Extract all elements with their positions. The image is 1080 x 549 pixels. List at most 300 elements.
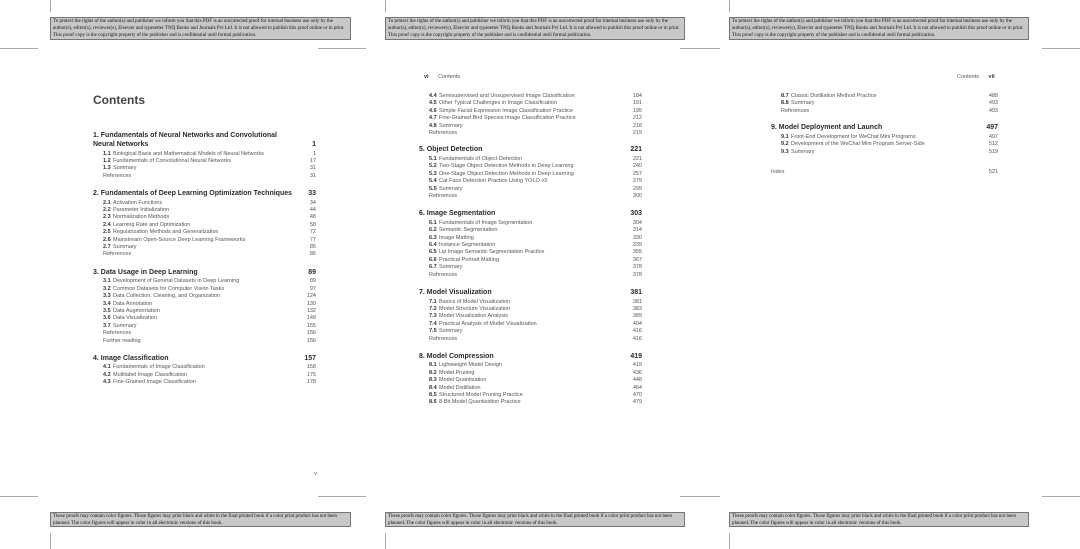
section-title: Summary bbox=[113, 244, 137, 250]
section-title: Summary bbox=[791, 100, 815, 107]
toc-entry[interactable] bbox=[781, 149, 998, 156]
section-number: 8.3 bbox=[429, 377, 437, 384]
toc-entry[interactable] bbox=[103, 229, 316, 236]
crop-mark bbox=[50, 0, 51, 12]
section-number: 8.2 bbox=[429, 369, 437, 376]
toc-entry[interactable] bbox=[429, 93, 642, 100]
crop-mark bbox=[385, 533, 386, 549]
section-title: Learning Rate and Optimization bbox=[113, 221, 191, 228]
toc-entry[interactable] bbox=[103, 244, 316, 251]
section-title: Semisupervised and Unsupervised Image Classification bbox=[439, 93, 575, 99]
section-number: 4.2 bbox=[103, 371, 111, 378]
chapter-heading[interactable] bbox=[93, 268, 316, 277]
section-title: References bbox=[103, 172, 132, 179]
toc-entry[interactable] bbox=[103, 165, 316, 172]
section-number: 8.1 bbox=[429, 362, 437, 369]
section-number: 7.3 bbox=[429, 313, 437, 320]
section-number: 8.6 bbox=[429, 399, 437, 406]
section-title: References bbox=[781, 107, 810, 114]
section-title: Model Pruning bbox=[439, 369, 475, 376]
toc-entry[interactable] bbox=[429, 123, 642, 130]
toc-entry[interactable] bbox=[103, 372, 316, 379]
proof-notice-top: To protect the rights of the author(s) and publisher we inform you that this PDF is an uncorrected proof for internal business use only by the author(s), editor(s), reviewer(s), Elsevier and typesetter TNQ Books and Journals Pvt Ltd. It is not allowed to publish this proof online or in print. This proof copy is the copyright property of the publisher and is confidential until formal publication. bbox=[385, 17, 685, 40]
section-number: 3.2 bbox=[103, 285, 111, 292]
toc-entry[interactable] bbox=[429, 370, 642, 377]
section-page-number: 436 bbox=[632, 369, 642, 376]
toc-entry[interactable] bbox=[103, 293, 316, 300]
section-page-number: 58 bbox=[309, 221, 316, 228]
section-page-number: 124 bbox=[306, 293, 316, 300]
chapter-heading[interactable] bbox=[419, 288, 642, 297]
toc-entry[interactable] bbox=[103, 207, 316, 214]
toc-entry[interactable] bbox=[429, 392, 642, 399]
section-page-number: 48 bbox=[309, 214, 316, 221]
section-title: Summary bbox=[791, 148, 815, 155]
section-page-number: 416 bbox=[632, 335, 642, 342]
section-number: 5.5 bbox=[429, 185, 437, 192]
chapter-title: Neural Networks bbox=[93, 141, 149, 148]
section-title: Lip Image Semantic Segmentation Practice bbox=[439, 249, 545, 256]
section-page-number: 149 bbox=[306, 315, 316, 322]
crop-mark bbox=[680, 48, 720, 49]
page-title: Contents bbox=[93, 93, 145, 107]
crop-mark bbox=[729, 0, 730, 12]
section-number: 1.2 bbox=[103, 157, 111, 164]
section-number: 4.8 bbox=[429, 122, 437, 129]
section-page-number: 158 bbox=[306, 364, 316, 371]
section-page-number: 257 bbox=[632, 170, 642, 177]
section-number: 5.4 bbox=[429, 178, 437, 185]
chapter-page-number: 221 bbox=[630, 146, 642, 154]
proof-notice-bottom: These proofs may contain color figures. Those figures may print black and white in the final printed book if a color print product has not been planned. The color figures will appear in color in all electronic versions of this book. bbox=[50, 512, 351, 527]
crop-mark bbox=[729, 533, 730, 549]
section-title: Front-End Development for WeChat Mini Programs bbox=[791, 133, 916, 140]
section-page-number: 479 bbox=[632, 399, 642, 406]
section-page-number: 383 bbox=[632, 305, 642, 312]
chapter-page-number: 33 bbox=[308, 190, 316, 198]
section-number: 7.2 bbox=[429, 305, 437, 312]
section-page-number: 314 bbox=[632, 227, 642, 234]
chapter-title: 7. Model Visualization bbox=[419, 289, 492, 296]
toc-entry[interactable] bbox=[429, 171, 642, 178]
chapter-page-number: 419 bbox=[630, 352, 642, 360]
section-page-number: 156 bbox=[306, 337, 316, 344]
toc-entry[interactable] bbox=[103, 338, 316, 345]
section-page-number: 404 bbox=[632, 320, 642, 327]
toc-entry[interactable] bbox=[429, 299, 642, 306]
section-number: 3.1 bbox=[103, 278, 111, 285]
section-number: 3.7 bbox=[103, 322, 111, 329]
toc-entry[interactable] bbox=[429, 242, 642, 249]
folio: vi bbox=[424, 74, 429, 80]
section-title: Lightweight Model Design bbox=[439, 362, 502, 369]
section-number: 6.2 bbox=[429, 227, 437, 234]
section-page-number: 132 bbox=[306, 307, 316, 314]
toc-entry[interactable] bbox=[103, 364, 316, 371]
running-head bbox=[957, 74, 995, 80]
chapter-heading[interactable] bbox=[93, 131, 316, 149]
section-title: Summary bbox=[113, 165, 137, 172]
section-title: References bbox=[429, 130, 458, 136]
section-number: 7.4 bbox=[429, 320, 437, 327]
running-head-title: Contents bbox=[438, 74, 461, 80]
section-title: Model Quantization bbox=[439, 377, 487, 384]
toc-entry[interactable] bbox=[103, 315, 316, 322]
section-page-number: 31 bbox=[309, 165, 316, 172]
section-page-number: 389 bbox=[632, 313, 642, 320]
toc-entry[interactable] bbox=[429, 227, 642, 234]
toc-entry[interactable] bbox=[429, 313, 642, 320]
section-page-number: 300 bbox=[632, 192, 642, 199]
section-number: 6.5 bbox=[429, 249, 437, 256]
section-page-number: 44 bbox=[309, 207, 316, 213]
section-title: Common Datasets for Computer Vision Tasks bbox=[113, 285, 225, 292]
section-page-number: 493 bbox=[988, 100, 998, 107]
chapter-heading[interactable] bbox=[93, 189, 316, 198]
section-title: References bbox=[103, 330, 132, 337]
toc-entry[interactable] bbox=[429, 336, 642, 343]
section-page-number: 212 bbox=[632, 115, 642, 122]
section-page-number: 299 bbox=[632, 185, 642, 192]
section-title: Fine-Grained Image Classification bbox=[113, 379, 196, 386]
section-title: Further reading bbox=[103, 337, 141, 344]
toc-entry[interactable] bbox=[103, 158, 316, 165]
section-page-number: 416 bbox=[632, 328, 642, 335]
proof-page-vi bbox=[360, 0, 720, 549]
section-title: Multilabel Image Classification bbox=[113, 371, 187, 378]
section-page-number: 86 bbox=[309, 251, 316, 258]
crop-mark bbox=[318, 496, 366, 497]
section-number: 3.6 bbox=[103, 315, 111, 322]
chapter-heading[interactable] bbox=[419, 352, 642, 361]
crop-mark bbox=[385, 0, 386, 12]
section-page-number: 378 bbox=[632, 271, 642, 278]
chapter-heading[interactable] bbox=[419, 145, 642, 154]
section-page-number: 89 bbox=[309, 278, 316, 285]
toc-entry[interactable] bbox=[429, 100, 642, 107]
section-number: 2.5 bbox=[103, 229, 111, 236]
chapter-page-number: 157 bbox=[304, 354, 316, 362]
section-page-number: 488 bbox=[988, 93, 998, 99]
section-title: References bbox=[429, 335, 458, 342]
section-page-number: 1 bbox=[312, 150, 316, 157]
section-title: Regularization Methods and Generalization bbox=[113, 229, 219, 236]
section-number: 4.7 bbox=[429, 115, 437, 122]
section-number: 9.2 bbox=[781, 141, 789, 148]
crop-mark bbox=[0, 496, 38, 497]
proof-notice-bottom: These proofs may contain color figures. Those figures may print black and white in the final printed book if a color print product has not been planned. The color figures will appear in color in all electronic versions of this book. bbox=[729, 512, 1029, 527]
section-page-number: 381 bbox=[632, 298, 642, 305]
chapter-title: 9. Model Deployment and Launch bbox=[771, 124, 883, 132]
section-title: Development of the WeChat Mini Program Server-Side bbox=[791, 141, 925, 148]
toc-entry[interactable] bbox=[429, 186, 642, 193]
section-page-number: 156 bbox=[306, 330, 316, 337]
chapter-page-number: 1 bbox=[312, 141, 316, 148]
chapter-title: 4. Image Classification bbox=[93, 354, 169, 362]
toc-entry[interactable] bbox=[103, 151, 316, 158]
section-title: Fundamentals of Image Classification bbox=[113, 364, 205, 371]
section-number: 8.5 bbox=[429, 392, 437, 398]
running-head bbox=[424, 74, 460, 80]
section-title: Parameter Initialization bbox=[113, 207, 169, 213]
toc-entry[interactable] bbox=[429, 362, 642, 369]
section-page-number: 219 bbox=[632, 130, 642, 136]
section-number: 4.6 bbox=[429, 107, 437, 114]
chapter-page-number: 89 bbox=[308, 268, 316, 276]
section-page-number: 493 bbox=[988, 107, 998, 114]
toc-entry[interactable] bbox=[429, 235, 642, 242]
toc-entry[interactable] bbox=[429, 385, 642, 392]
section-number: 3.3 bbox=[103, 293, 111, 300]
section-title: Fundamentals of Object Detection bbox=[439, 155, 523, 162]
toc-entry[interactable] bbox=[103, 200, 316, 207]
section-title: Biological Basis and Mathematical Models of Neural Networks bbox=[113, 150, 265, 157]
section-number: 6.3 bbox=[429, 234, 437, 241]
toc-entry[interactable] bbox=[103, 308, 316, 315]
section-page-number: 85 bbox=[309, 244, 316, 250]
section-number: 3.4 bbox=[103, 300, 111, 307]
toc-entry[interactable] bbox=[429, 399, 642, 406]
section-page-number: 330 bbox=[632, 234, 642, 241]
section-title: Activation Functions bbox=[113, 199, 163, 206]
section-title: Classic Distillation Method Practice bbox=[791, 93, 877, 99]
toc-entry[interactable] bbox=[429, 115, 642, 122]
proof-notice-bottom: These proofs may contain color figures. Those figures may print black and white in the final printed book if a color print product has not been planned. The color figures will appear in color in all electronic versions of this book. bbox=[385, 512, 685, 527]
section-number: 4.1 bbox=[103, 364, 111, 371]
section-title: One-Stage Object Detection Methods in Deep Learning bbox=[439, 170, 574, 177]
chapter-heading[interactable] bbox=[771, 123, 998, 132]
section-page-number: 221 bbox=[632, 155, 642, 162]
section-title: Fine-Grained Bird Species Image Classification Practice bbox=[439, 115, 576, 122]
section-title: Summary bbox=[439, 264, 463, 271]
section-title: Other Typical Challenges in Image Classification bbox=[439, 100, 557, 107]
chapter-heading[interactable] bbox=[93, 354, 316, 363]
section-number: 5.3 bbox=[429, 170, 437, 177]
section-title: Normalization Methods bbox=[113, 214, 170, 221]
section-number: 2.3 bbox=[103, 214, 111, 221]
chapter-title: 3. Data Usage in Deep Learning bbox=[93, 268, 198, 276]
crop-mark bbox=[318, 48, 366, 49]
toc-entry[interactable] bbox=[429, 193, 642, 200]
section-number: 1.3 bbox=[103, 165, 111, 172]
toc-entry[interactable] bbox=[429, 306, 642, 313]
toc-entry[interactable] bbox=[429, 321, 642, 328]
section-number: 3.5 bbox=[103, 307, 111, 314]
chapter-heading[interactable] bbox=[419, 209, 642, 218]
section-number: 2.2 bbox=[103, 207, 111, 213]
section-page-number: 97 bbox=[309, 285, 316, 292]
proof-page-vii bbox=[720, 0, 1080, 549]
section-page-number: 77 bbox=[309, 236, 316, 243]
running-head-title: Contents bbox=[957, 74, 980, 80]
section-title: Mainstream Open-Source Deep Learning Frameworks bbox=[113, 236, 246, 243]
toc-entry[interactable] bbox=[429, 130, 642, 137]
section-title: Model Distillation bbox=[439, 384, 481, 391]
section-page-number: 130 bbox=[306, 300, 316, 307]
toc-entry[interactable] bbox=[429, 272, 642, 279]
section-title: Basics of Model Visualization bbox=[439, 298, 511, 305]
toc-entry[interactable] bbox=[103, 222, 316, 229]
section-page-number: 31 bbox=[309, 172, 316, 179]
section-title: Fundamentals of Image Segmentation bbox=[439, 219, 533, 226]
section-page-number: 419 bbox=[632, 362, 642, 369]
toc-entry[interactable] bbox=[781, 134, 998, 141]
section-title: Data Augmentation bbox=[113, 307, 160, 314]
section-number: 6.7 bbox=[429, 264, 437, 271]
section-number: 4.3 bbox=[103, 379, 111, 386]
section-title: Model Visualization Analysis bbox=[439, 313, 508, 320]
toc-entry[interactable] bbox=[781, 100, 998, 107]
section-title: Two-Stage Object Detection Methods in Deep Learning bbox=[439, 163, 574, 170]
section-page-number: 512 bbox=[988, 141, 998, 148]
section-number: 8.4 bbox=[429, 384, 437, 391]
section-page-number: 497 bbox=[988, 133, 998, 140]
toc-entry[interactable] bbox=[429, 108, 642, 115]
section-title: Index bbox=[771, 168, 785, 175]
section-title: Model Structure Visualization bbox=[439, 305, 511, 312]
chapter-page-number: 497 bbox=[986, 124, 998, 132]
section-title: References bbox=[103, 251, 132, 258]
toc-entry[interactable] bbox=[429, 328, 642, 335]
section-title: References bbox=[429, 271, 458, 278]
section-page-number: 448 bbox=[632, 377, 642, 384]
section-title: Instance Segmentation bbox=[439, 242, 496, 248]
section-number: 8.7 bbox=[781, 93, 789, 99]
section-page-number: 155 bbox=[306, 322, 316, 329]
section-number: 2.4 bbox=[103, 221, 111, 228]
toc-entry[interactable] bbox=[103, 301, 316, 308]
section-title: Development of General Datasets in Deep Learning bbox=[113, 278, 240, 285]
toc-entry[interactable] bbox=[429, 377, 642, 384]
folio: v bbox=[314, 471, 317, 477]
section-number: 7.1 bbox=[429, 298, 437, 305]
chapter-title: 2. Fundamentals of Deep Learning Optimization Techniques bbox=[93, 190, 293, 198]
section-page-number: 184 bbox=[632, 93, 642, 99]
section-number: 5.1 bbox=[429, 155, 437, 162]
toc-entry[interactable] bbox=[781, 108, 998, 115]
section-page-number: 304 bbox=[632, 219, 642, 226]
toc-entry[interactable] bbox=[429, 156, 642, 163]
section-title: Image Matting bbox=[439, 234, 474, 241]
chapter-page-number: 381 bbox=[630, 289, 642, 296]
section-number: 9.1 bbox=[781, 133, 789, 140]
section-number: 2.7 bbox=[103, 244, 111, 250]
toc-entry[interactable] bbox=[429, 163, 642, 170]
toc-entry[interactable] bbox=[429, 178, 642, 185]
toc-entry[interactable] bbox=[103, 330, 316, 337]
section-page-number: 240 bbox=[632, 163, 642, 170]
section-page-number: 470 bbox=[632, 392, 642, 398]
toc-entry[interactable] bbox=[781, 93, 998, 100]
toc-entry[interactable] bbox=[103, 173, 316, 180]
section-page-number: 339 bbox=[632, 242, 642, 248]
section-title: Practical Portrait Matting bbox=[439, 256, 499, 263]
section-number: 9.3 bbox=[781, 148, 789, 155]
section-page-number: 464 bbox=[632, 384, 642, 391]
chapter-title: 8. Model Compression bbox=[419, 352, 494, 360]
section-title: Summary bbox=[439, 328, 463, 335]
toc-entry[interactable] bbox=[781, 141, 998, 148]
crop-mark bbox=[680, 496, 720, 497]
section-title: Data Visualization bbox=[113, 315, 157, 322]
section-title: 8-Bit Model Quantization Practice bbox=[439, 399, 521, 406]
chapter-title: 5. Object Detection bbox=[419, 146, 483, 154]
section-number: 8.8 bbox=[781, 100, 789, 107]
section-number: 1.1 bbox=[103, 150, 111, 157]
section-page-number: 34 bbox=[309, 199, 316, 206]
section-title: Data Annotation bbox=[113, 300, 153, 307]
section-title: Simple Facial Expression Image Classification Practice bbox=[439, 107, 573, 114]
toc-entry[interactable] bbox=[429, 264, 642, 271]
section-page-number: 178 bbox=[306, 379, 316, 386]
section-title: Summary bbox=[113, 322, 137, 329]
section-title: Cat Face Detection Practice Using YOLO v3 bbox=[439, 178, 548, 185]
crop-mark bbox=[1042, 48, 1080, 49]
section-title: Practical Analysis of Model Visualization bbox=[439, 320, 537, 327]
section-title: References bbox=[429, 192, 458, 199]
section-page-number: 195 bbox=[632, 107, 642, 114]
section-page-number: 72 bbox=[309, 229, 316, 236]
chapter-title: 6. Image Segmentation bbox=[419, 210, 496, 218]
section-page-number: 367 bbox=[632, 256, 642, 263]
section-page-number: 378 bbox=[632, 264, 642, 271]
crop-mark bbox=[1042, 496, 1080, 497]
section-number: 7.5 bbox=[429, 328, 437, 335]
section-number: 6.4 bbox=[429, 242, 437, 248]
section-page-number: 279 bbox=[632, 178, 642, 185]
section-page-number: 519 bbox=[988, 148, 998, 155]
chapter-title: 1. Fundamentals of Neural Networks and Convolutional bbox=[93, 132, 277, 139]
toc-entry-index[interactable] bbox=[771, 169, 998, 176]
chapter-page-number: 303 bbox=[630, 210, 642, 218]
proof-notice-top: To protect the rights of the author(s) and publisher we inform you that this PDF is an uncorrected proof for internal business use only by the author(s), editor(s), reviewer(s), Elsevier and typesetter TNQ Books and Journals Pvt Ltd. It is not allowed to publish this proof online or in print. This proof copy is the copyright property of the publisher and is confidential until formal publication. bbox=[50, 17, 351, 40]
crop-mark bbox=[50, 533, 51, 549]
section-number: 4.4 bbox=[429, 93, 437, 99]
section-number: 6.6 bbox=[429, 256, 437, 263]
section-title: Summary bbox=[439, 122, 463, 129]
toc-entry[interactable] bbox=[103, 286, 316, 293]
section-number: 4.5 bbox=[429, 100, 437, 107]
section-page-number: 218 bbox=[632, 122, 642, 129]
toc-entry[interactable] bbox=[103, 251, 316, 258]
folio: vii bbox=[988, 74, 995, 80]
section-title: Semantic Segmentation bbox=[439, 227, 498, 234]
toc-entry[interactable] bbox=[103, 278, 316, 285]
section-page-number: 191 bbox=[632, 100, 642, 107]
toc-entry[interactable] bbox=[429, 257, 642, 264]
section-title: Structured Model Pruning Practice bbox=[439, 392, 523, 398]
section-page-number: 175 bbox=[306, 371, 316, 378]
proof-notice-top: To protect the rights of the author(s) and publisher we inform you that this PDF is an uncorrected proof for internal business use only by the author(s), editor(s), reviewer(s), Elsevier and typesetter TNQ Books and Journals Pvt Ltd. It is not allowed to publish this proof online or in print. This proof copy is the copyright property of the publisher and is confidential until formal publication. bbox=[729, 17, 1029, 40]
toc-entry[interactable] bbox=[103, 379, 316, 386]
section-title: Data Collection, Cleaning, and Organization bbox=[113, 293, 221, 300]
section-page-number: 17 bbox=[309, 157, 316, 164]
proof-page-v bbox=[0, 0, 360, 549]
toc-entry[interactable] bbox=[103, 214, 316, 221]
toc-entry[interactable] bbox=[429, 220, 642, 227]
toc-entry[interactable] bbox=[103, 323, 316, 330]
section-title: Summary bbox=[439, 185, 463, 192]
section-title: Fundamentals of Convolutional Neural Networks bbox=[113, 157, 232, 164]
section-page-number: 355 bbox=[632, 249, 642, 256]
toc-entry[interactable] bbox=[429, 249, 642, 256]
toc-entry[interactable] bbox=[103, 237, 316, 244]
section-number: 5.2 bbox=[429, 163, 437, 170]
section-number: 2.6 bbox=[103, 236, 111, 243]
crop-mark bbox=[0, 48, 38, 49]
section-page-number: 521 bbox=[988, 168, 998, 175]
section-number: 6.1 bbox=[429, 219, 437, 226]
